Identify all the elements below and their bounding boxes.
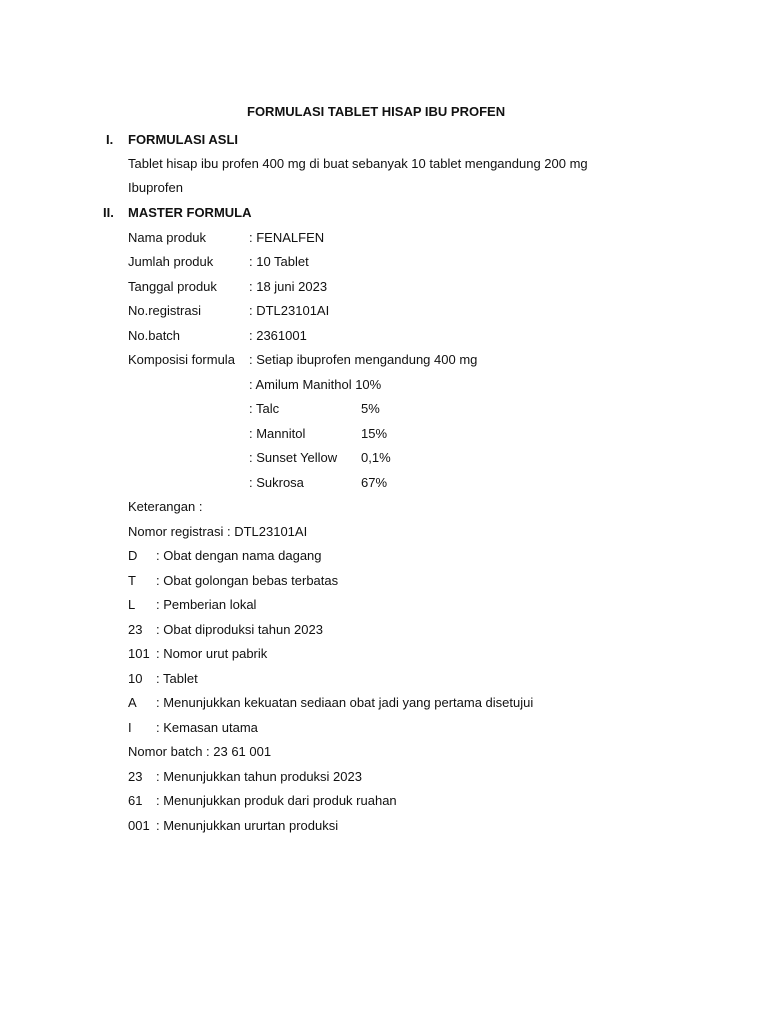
section-2-heading: MASTER FORMULA	[128, 205, 252, 220]
section-1-heading: FORMULASI ASLI	[128, 132, 239, 147]
reg-code: 10	[128, 671, 143, 686]
nomor-batch: Nomor batch : 23 61 001	[128, 744, 272, 759]
reg-desc: : Obat diproduksi tahun 2023	[156, 622, 323, 637]
composition-percent: 5%	[361, 401, 380, 416]
batch-code: 001	[128, 818, 150, 833]
field-value: : FENALFEN	[249, 230, 325, 245]
nomor-registrasi: Nomor registrasi : DTL23101AI	[128, 524, 308, 539]
section-1-text: Tablet hisap ibu profen 400 mg di buat sebanyak 10 tablet mengandung 200 mg	[128, 156, 588, 171]
composition-percent: 0,1%	[361, 450, 391, 465]
composition-percent: 67%	[361, 475, 388, 490]
reg-code: T	[128, 573, 136, 588]
document-title: FORMULASI TABLET HISAP IBU PROFEN	[247, 104, 506, 119]
composition-name: : Talc	[249, 401, 280, 416]
batch-code: 61	[128, 793, 143, 808]
composition-name: : Sukrosa	[249, 475, 304, 490]
reg-desc: : Pemberian lokal	[156, 597, 257, 612]
reg-code: A	[128, 695, 137, 710]
reg-desc: : Nomor urut pabrik	[156, 646, 268, 661]
reg-code: 101	[128, 646, 150, 661]
field-label: Tanggal produk	[128, 279, 217, 294]
field-value: : Setiap ibuprofen mengandung 400 mg	[249, 352, 478, 367]
section-1-number: I.	[106, 132, 114, 147]
field-label: No.batch	[128, 328, 181, 343]
field-label: Komposisi formula	[128, 352, 235, 367]
reg-code: D	[128, 548, 138, 563]
reg-code: I	[128, 720, 132, 735]
reg-desc: : Kemasan utama	[156, 720, 258, 735]
reg-desc: : Tablet	[156, 671, 198, 686]
batch-code: 23	[128, 769, 143, 784]
field-value: : 18 juni 2023	[249, 279, 328, 294]
reg-code: L	[128, 597, 136, 612]
field-value: : 10 Tablet	[249, 254, 309, 269]
batch-desc: : Menunjukkan ururtan produksi	[156, 818, 339, 833]
composition-name: : Mannitol	[249, 426, 306, 441]
composition-name: : Amilum Manithol 10%	[249, 377, 382, 392]
batch-desc: : Menunjukkan tahun produksi 2023	[156, 769, 362, 784]
field-label: Nama produk	[128, 230, 207, 245]
field-value: : DTL23101AI	[249, 303, 330, 318]
field-label: No.registrasi	[128, 303, 201, 318]
reg-desc: : Obat dengan nama dagang	[156, 548, 322, 563]
composition-percent: 15%	[361, 426, 388, 441]
reg-code: 23	[128, 622, 143, 637]
batch-desc: : Menunjukkan produk dari produk ruahan	[156, 793, 397, 808]
reg-desc: : Obat golongan bebas terbatas	[156, 573, 339, 588]
field-label: Jumlah produk	[128, 254, 214, 269]
section-2-number: II.	[103, 205, 114, 220]
composition-name: : Sunset Yellow	[249, 450, 338, 465]
section-1-text-cont: Ibuprofen	[128, 180, 183, 195]
reg-desc: : Menunjukkan kekuatan sediaan obat jadi yang pertama disetujui	[156, 695, 534, 710]
keterangan-label: Keterangan :	[128, 499, 203, 514]
field-value: : 2361001	[249, 328, 307, 343]
